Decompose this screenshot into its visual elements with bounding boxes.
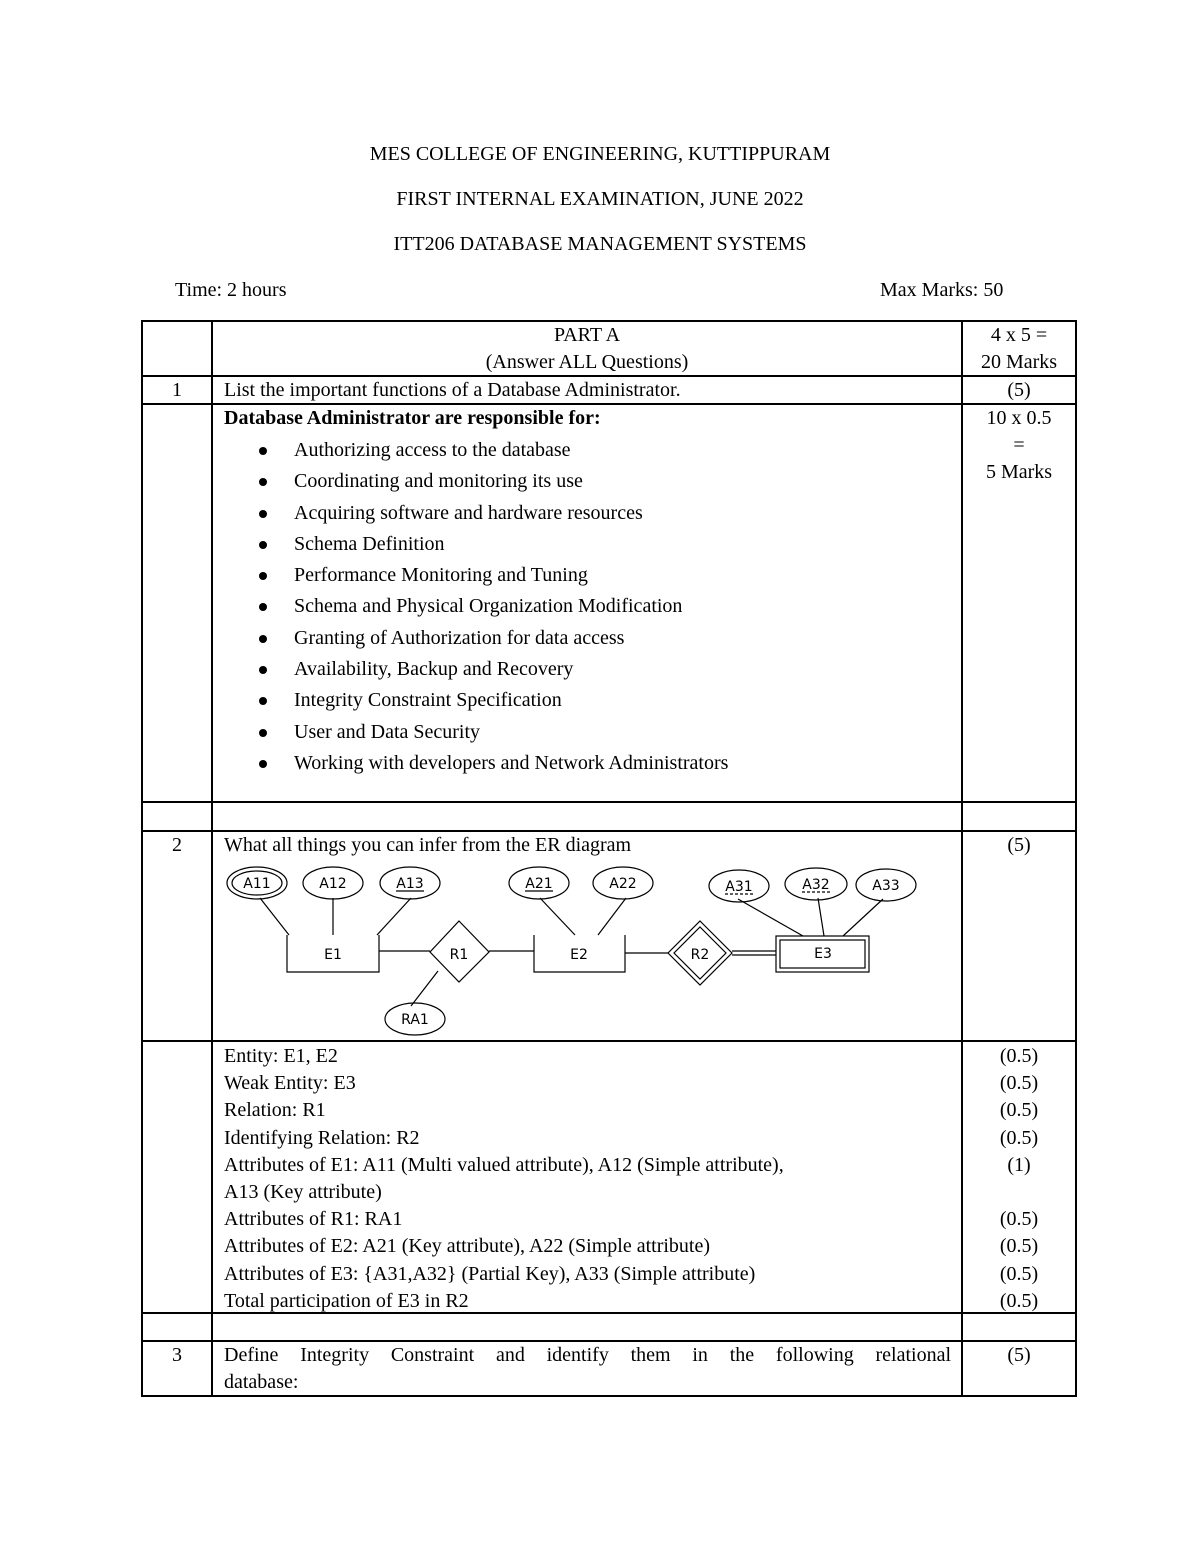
part-a-marks-line1: 4 x 5 = bbox=[990, 324, 1048, 346]
q2-question: What all things you can infer from the ER diagram bbox=[224, 834, 632, 856]
label-e3: E3 bbox=[814, 946, 832, 962]
label-e2: E2 bbox=[570, 947, 588, 963]
answer-line: Entity: E1, E2 bbox=[224, 1045, 338, 1067]
answer-marks: (0.5) bbox=[999, 1262, 1039, 1285]
answer-line: Identifying Relation: R2 bbox=[224, 1126, 420, 1149]
connector-a33-e3 bbox=[843, 899, 883, 936]
list-item: Integrity Constraint Specification bbox=[224, 685, 959, 716]
list-item: Acquiring software and hardware resources bbox=[224, 498, 959, 529]
label-a32: A32 bbox=[802, 877, 830, 893]
answer-line: Relation: R1 bbox=[224, 1099, 326, 1122]
connector-a31-e3 bbox=[738, 899, 803, 936]
label-a22: A22 bbox=[609, 876, 637, 892]
answer-marks: (0.5) bbox=[999, 1208, 1039, 1231]
q3-question-line1: Define Integrity Constraint and identify them in the following relational bbox=[224, 1344, 951, 1366]
answer-marks: (0.5) bbox=[999, 1072, 1039, 1095]
answer-line: Attributes of E1: A11 (Multi valued attribute), A12 (Simple attribute), bbox=[224, 1153, 784, 1176]
q2-answers bbox=[224, 1043, 959, 1315]
answer-line: Attributes of R1: RA1 bbox=[224, 1208, 403, 1231]
answer-line: Attributes of E2: A21 (Key attribute), A22 (Simple attribute) bbox=[224, 1235, 711, 1258]
connector-a21-e2 bbox=[540, 898, 575, 935]
label-a11: A11 bbox=[243, 876, 271, 892]
er-diagram bbox=[213, 858, 961, 1040]
q1-number: 1 bbox=[172, 379, 182, 401]
answer-marks: (0.5) bbox=[999, 1235, 1039, 1258]
q2-answer-marks bbox=[963, 1043, 1075, 1315]
list-item: Granting of Authorization for data access bbox=[224, 623, 959, 654]
answer-line: A13 (Key attribute) bbox=[224, 1180, 382, 1203]
label-a33: A33 bbox=[872, 878, 900, 894]
q1-answer-points bbox=[224, 435, 959, 779]
q3-marks: (5) bbox=[1007, 1344, 1031, 1366]
list-item: Coordinating and monitoring its use bbox=[224, 466, 959, 497]
q1-answer-marks-1: 10 x 0.5 bbox=[986, 407, 1052, 429]
list-item: Schema Definition bbox=[224, 529, 959, 560]
part-a-title: PART A bbox=[553, 324, 621, 346]
connector-a13-e1 bbox=[377, 898, 411, 935]
q1-question: List the important functions of a Database Administrator. bbox=[224, 379, 681, 401]
q1-marks: (5) bbox=[1007, 379, 1031, 401]
answer-line: Weak Entity: E3 bbox=[224, 1072, 356, 1095]
q2-marks: (5) bbox=[1007, 834, 1031, 856]
q2-number: 2 bbox=[172, 834, 182, 856]
table-rule bbox=[141, 1040, 1077, 1042]
list-item: User and Data Security bbox=[224, 717, 959, 748]
list-item: Working with developers and Network Administrators bbox=[224, 748, 959, 779]
part-a-marks-line2: 20 Marks bbox=[980, 351, 1058, 373]
label-r2: R2 bbox=[690, 947, 710, 963]
max-marks: Max Marks: 50 bbox=[880, 279, 1004, 301]
label-r1: R1 bbox=[449, 947, 469, 963]
q3-number: 3 bbox=[172, 1344, 182, 1366]
q3-question-line2: database: bbox=[224, 1371, 299, 1393]
list-item: Performance Monitoring and Tuning bbox=[224, 560, 959, 591]
answer-marks: (0.5) bbox=[999, 1126, 1039, 1149]
table-rule bbox=[141, 801, 1077, 803]
list-item: Schema and Physical Organization Modification bbox=[224, 591, 959, 622]
q1-answer-marks-3: 5 Marks bbox=[985, 461, 1053, 483]
label-e1: E1 bbox=[324, 947, 342, 963]
connector-a32-e3 bbox=[818, 898, 824, 936]
q1-answer-marks-2: = bbox=[1013, 434, 1025, 456]
label-a13: A13 bbox=[396, 876, 424, 892]
answer-marks: (1) bbox=[1007, 1153, 1031, 1176]
label-a21: A21 bbox=[525, 876, 553, 892]
college-name: MES COLLEGE OF ENGINEERING, KUTTIPPURAM bbox=[369, 143, 831, 165]
course-title: ITT206 DATABASE MANAGEMENT SYSTEMS bbox=[393, 233, 807, 255]
connector-a11-e1 bbox=[260, 898, 289, 935]
list-item: Availability, Backup and Recovery bbox=[224, 654, 959, 685]
list-item: Authorizing access to the database bbox=[224, 435, 959, 466]
answer-line: Total participation of E3 in R2 bbox=[224, 1289, 469, 1312]
label-a12: A12 bbox=[319, 876, 347, 892]
exam-title: FIRST INTERNAL EXAMINATION, JUNE 2022 bbox=[396, 188, 804, 210]
connector-r1-ra1 bbox=[411, 971, 438, 1006]
label-ra1: RA1 bbox=[401, 1012, 429, 1028]
answer-line: Attributes of E3: {A31,A32} (Partial Key), A33 (Simple attribute) bbox=[224, 1262, 756, 1285]
q1-answer-heading: Database Administrator are responsible for: bbox=[224, 407, 601, 429]
answer-marks: (0.5) bbox=[999, 1045, 1039, 1067]
table-border-right bbox=[1075, 320, 1077, 1397]
connector-a22-e2 bbox=[598, 898, 626, 935]
answer-marks bbox=[963, 1179, 1075, 1206]
part-a-instruction: (Answer ALL Questions) bbox=[485, 351, 689, 373]
answer-marks: (0.5) bbox=[999, 1099, 1039, 1122]
label-a31: A31 bbox=[725, 879, 753, 895]
answer-marks: (0.5) bbox=[999, 1289, 1039, 1312]
exam-time: Time: 2 hours bbox=[175, 279, 287, 301]
